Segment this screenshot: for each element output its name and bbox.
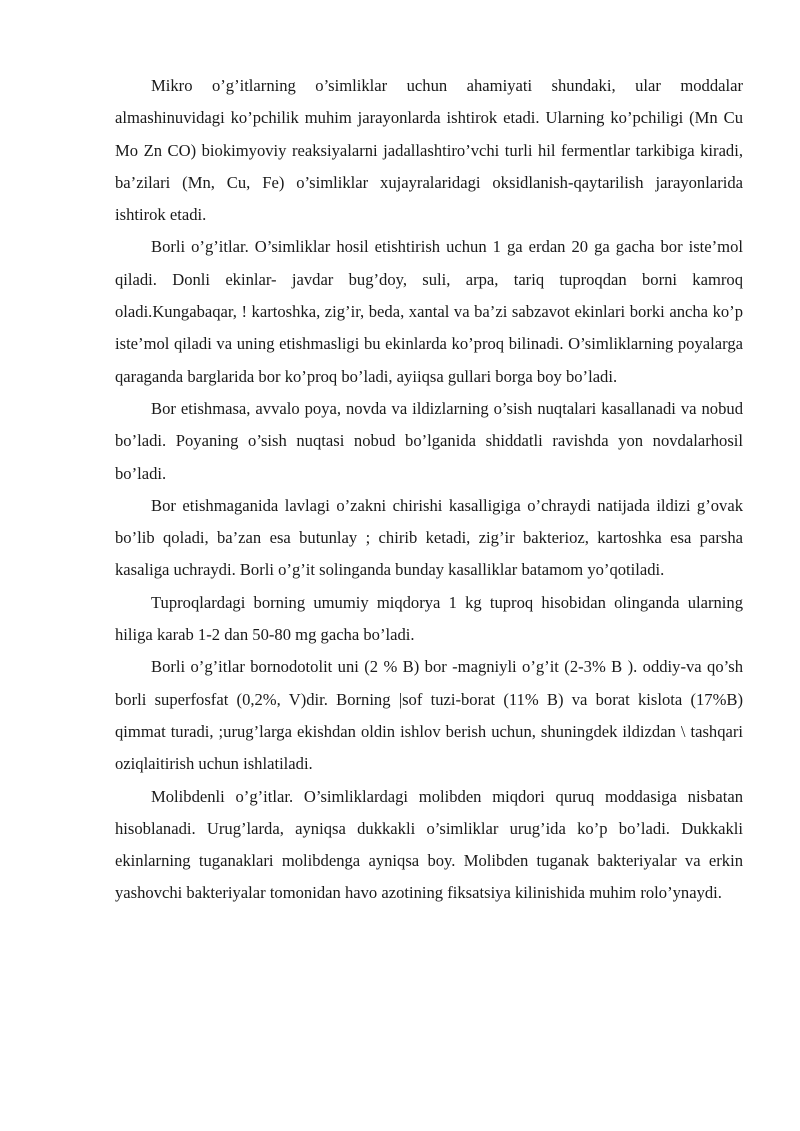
paragraph-boron-deficiency: Bor etishmasa, avvalo poya, novda va ildizlarning o’sish nuqtalari kasallanadi va nobud bo’ladi. Poyaning o’sish nuqtasi nobud bo’lganida shiddatli ravishda yon novdalarhosil bo’ladi. [115, 398, 743, 483]
paragraph-molybdenum-fertilizers: Molibdenli o’g’itlar. O’simliklardagi molibden miqdori quruq moddasiga nisbatan hisoblanadi. Urug’larda, ayniqsa dukkakli o’simliklar urug’ida ko’p bo’ladi. Dukkakli ekinlarning tuganaklari molibdenga ayniqsa boy. Molibden tuganak bakteriyalar va erkin yashovchi bakteriyalar tomonidan havo azotining fiksatsiya kilinishida muhim rolo’ynaydi. [115, 786, 743, 903]
paragraph-boron-diseases: Bor etishmaganida lavlagi o’zakni chirishi kasalligiga o’chraydi natijada ildizi g’ovak bo’lib qoladi, ba’zan esa butunlay ; chirib ketadi, zig’ir bakterioz, kartoshka esa parsha kasaliga uchraydi. Borli o’g’it solinganda bunday kasalliklar batamom yo’qotiladi. [115, 495, 743, 580]
document-body [115, 70, 743, 910]
paragraph-boron-fertilizers: Borli o’g’itlar. O’simliklar hosil etishtirish uchun 1 ga erdan 20 ga gacha bor iste’mol qiladi. Donli ekinlar- javdar bug’doy, suli, arpa, tariq tuproqdan borni kamroq oladi.Kungabaqar, ! kartoshka, zig’ir, beda, xantal va ba’zi sabzavot ekinlari borki ancha ko’p iste’mol qiladi va uning etishmasligi bu ekinlarda ko’proq bilinadi. O’simliklarning poyalarga qaraganda barglarida bor ko’proq bo’ladi, ayiiqsa gullari borga boy bo’ladi. [115, 237, 743, 386]
paragraph-soil-boron-content: Tuproqlardagi borning umumiy miqdorya 1 kg tuproq hisobidan olinganda ularning hiliga karab 1-2 dan 50-80 mg gacha bo’ladi. [115, 592, 743, 645]
paragraph-boron-fertilizer-types: Borli o’g’itlar bornodotolit uni (2 % B) bor -magniyli o’g’it (2-3% B ). oddiy-va qo’sh borli superfosfat (0,2%, V)dir. Borning |sof tuzi-borat (11% B) va borat kislota (17%B) qimmat turadi, ;urug’larga ekishdan oldin ishlov berish uchun, shuningdek ildizdan \ tashqari oziqlaitirish uchun ishlatiladi. [115, 657, 743, 774]
paragraph-micro-fertilizers: Mikro o’g’itlarning o’simliklar uchun ahamiyati shundaki, ular moddalar almashinuvidagi ko’pchilik muhim jarayonlarda ishtirok etadi. Ularning ko’pchiligi (Mn Cu Mo Zn CO) biokimyoviy reaksiyalarni jadallashtiro’vchi turli hil fermentlar tarkibiga kiradi, ba’zilari (Mn, Cu, Fe) o’simliklar xujayralaridagi oksidlanish-qaytarilish jarayonlarida ishtirok etadi. [115, 76, 743, 225]
